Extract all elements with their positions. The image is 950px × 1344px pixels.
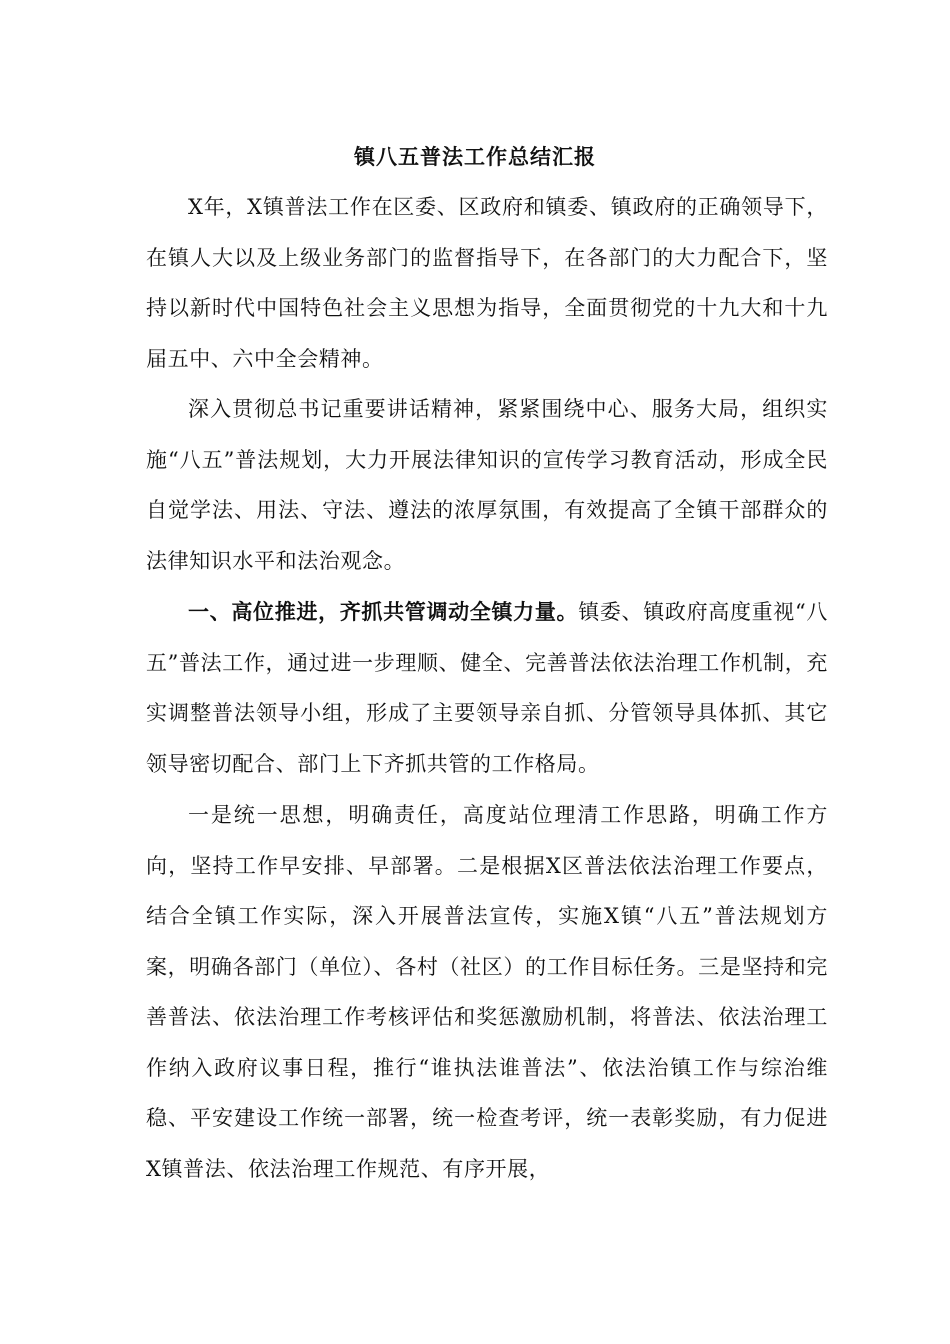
document-title: 镇八五普法工作总结汇报 bbox=[354, 144, 596, 169]
paragraph-1 bbox=[146, 182, 828, 384]
paragraph-3 bbox=[146, 587, 828, 789]
section-heading: 一、高位推进，齐抓共管调动全镇力量。 bbox=[188, 599, 579, 624]
paragraph-2 bbox=[146, 384, 828, 586]
paragraph-4-text: 一是统一思想，明确责任，高度站位理清工作思路，明确工作方向，坚持工作早安排、早部署。二是根据X区普法依法治理工作要点，结合全镇工作实际，深入开展普法宣传，实施X镇“八五”普法规划方案，明确各部门（单位）、各村（社区）的工作目标任务。三是坚持和完善普法、依法治理工作考核评估和奖惩激励机制，将普法、依法治理工作纳入政府议事日程，推行“谁执法谁普法”、依法治镇工作与综治维稳、平安建设工作统一部署，统一检查考评，统一表彰奖励，有力促进X镇普法、依法治理工作规范、有序开展， bbox=[146, 803, 828, 1181]
paragraph-2-text: 深入贯彻总书记重要讲话精神，紧紧围绕中心、服务大局，组织实施“八五”普法规划，大力开展法律知识的宣传学习教育活动，形成全民自觉学法、用法、守法、遵法的浓厚氛围，有效提高了全镇干部群众的法律知识水平和法治观念。 bbox=[146, 397, 828, 573]
paragraph-3-text: 镇委、镇政府高度重视“八五”普法工作，通过进一步理顺、健全、完善普法依法治理工作机制，充实调整普法领导小组，形成了主要领导亲自抓、分管领导具体抓、其它领导密切配合、部门上下齐抓共管的工作格局。 bbox=[146, 600, 828, 776]
paragraph-1-text: X年，X镇普法工作在区委、区政府和镇委、镇政府的正确领导下，在镇人大以及上级业务部门的监督指导下，在各部门的大力配合下，坚持以新时代中国特色社会主义思想为指导，全面贯彻党的十九大和十九届五中、六中全会精神。 bbox=[146, 195, 828, 371]
paragraph-4 bbox=[146, 790, 828, 1194]
